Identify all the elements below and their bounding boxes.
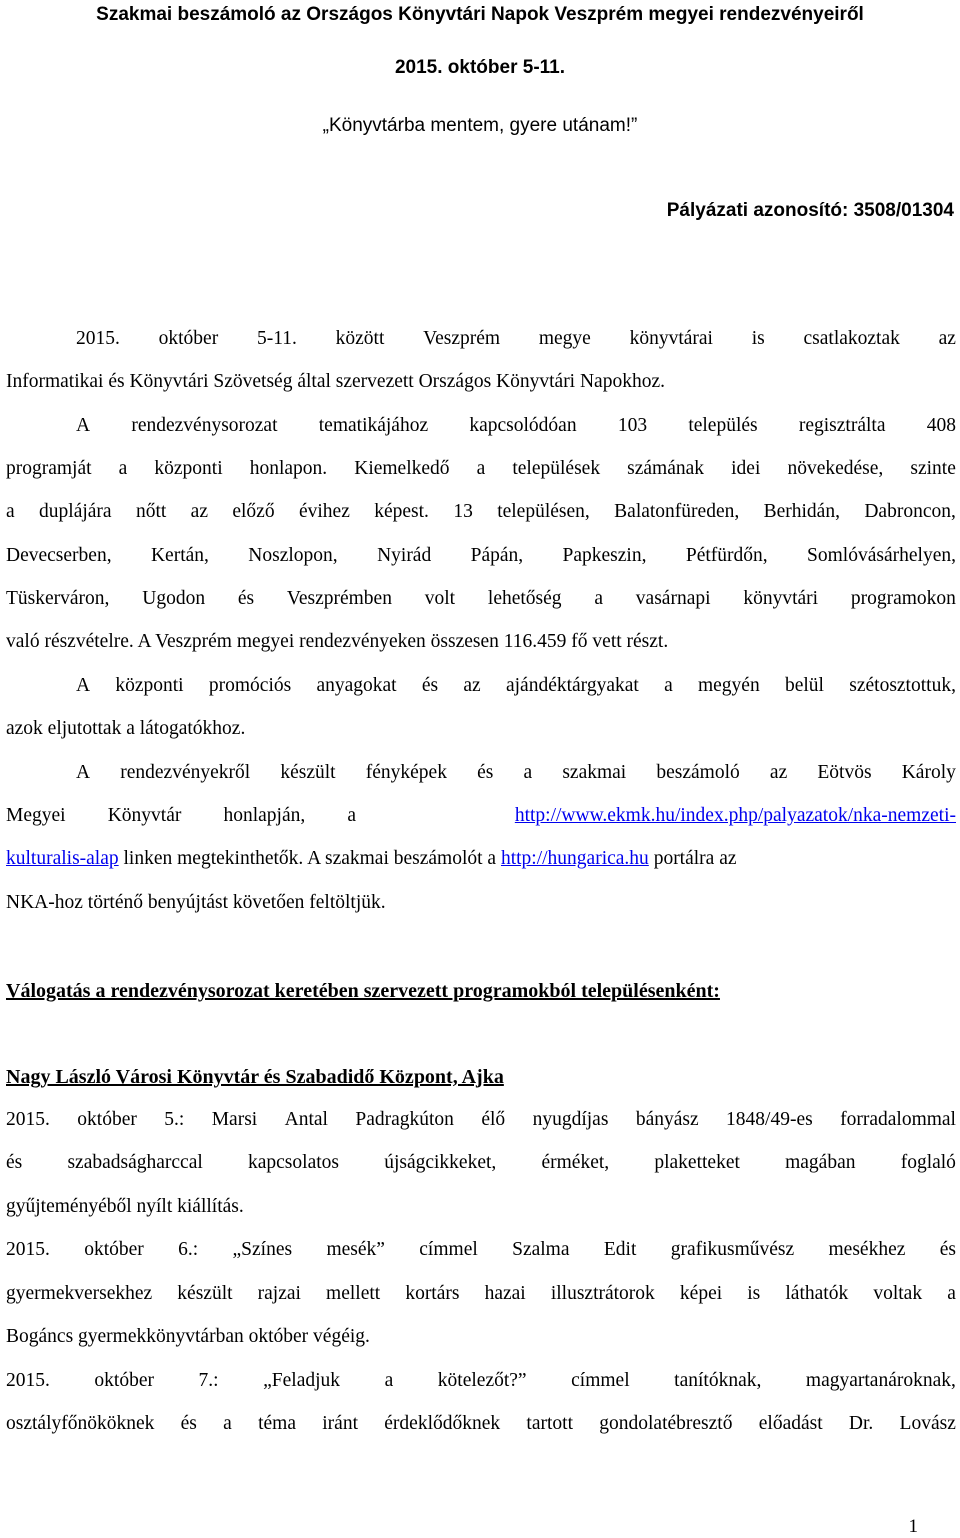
word: láthatók (785, 1283, 849, 1304)
word: voltak (873, 1283, 923, 1304)
grant-id: Pályázati azonosító: 3508/01304 (666, 200, 954, 221)
word: a (523, 762, 533, 783)
event-dates: 2015. október 5-11. (394, 57, 566, 78)
word: 408 (926, 415, 956, 436)
word: könyvtárai (629, 328, 713, 349)
word: A (76, 762, 91, 783)
event-2-line-2 (6, 1283, 956, 1305)
word: a (384, 1370, 394, 1391)
word: 7.: (198, 1370, 219, 1391)
word: október (77, 1109, 137, 1130)
word: képest. (374, 501, 429, 522)
event-1-line-2 (6, 1152, 956, 1174)
intro-line-11 (76, 762, 956, 784)
word: plaketteket (654, 1152, 740, 1173)
word: 13 (453, 501, 473, 522)
word: mellett (326, 1283, 381, 1304)
intro-line-12 (6, 805, 956, 827)
word: téma (258, 1413, 296, 1434)
intro-line-5 (6, 501, 956, 523)
intro-line-1 (76, 328, 956, 350)
word: Noszlopon, (248, 545, 338, 566)
intro-line-7 (6, 588, 956, 610)
intro-line-4 (6, 458, 956, 480)
intro-line-13-end: portálra az (648, 848, 737, 869)
event-3-line-2 (6, 1413, 956, 1435)
word: Ugodon (142, 588, 206, 609)
word: osztályfőnököknek (6, 1413, 155, 1434)
word: rajzai (257, 1283, 301, 1304)
word: rendezvényekről (120, 762, 251, 783)
word: Károly (901, 762, 956, 783)
word: készült (177, 1283, 233, 1304)
event-1-line-3: gyűjteményéből nyílt kiállítás. (6, 1196, 244, 1217)
word: és (421, 675, 439, 696)
word: Dabroncon, (864, 501, 956, 522)
word: programokon (850, 588, 956, 609)
library-heading: Nagy László Városi Könyvtár és Szabadidő Központ, Ajka (6, 1066, 504, 1088)
word: évihez (298, 501, 350, 522)
word: tanítóknak, (674, 1370, 762, 1391)
word: Eötvös (817, 762, 872, 783)
word: Edit (603, 1239, 637, 1260)
word: szinte (910, 458, 956, 479)
word: a (664, 675, 673, 696)
word: Berhidán, (763, 501, 840, 522)
section-heading: Válogatás a rendezvénysorozat keretében szervezett programokból településenként: (6, 980, 720, 1002)
word: központi (115, 675, 184, 696)
page-number: 1 (908, 1516, 918, 1537)
word: a (6, 501, 15, 522)
word: az (769, 762, 788, 783)
word: Veszprém (423, 328, 501, 349)
word: készült (280, 762, 336, 783)
word: és (237, 588, 255, 609)
word: megye (538, 328, 591, 349)
word: Marsi (211, 1109, 258, 1130)
word: is (747, 1283, 761, 1304)
word: foglaló (900, 1152, 956, 1173)
word: magában (785, 1152, 856, 1173)
word: október (158, 328, 219, 349)
word: Megyei (6, 805, 66, 826)
word: programját (6, 458, 92, 479)
event-2-line-1 (6, 1239, 956, 1261)
event-1-line-1 (6, 1109, 956, 1131)
word: előző (232, 501, 275, 522)
word: Szalma (512, 1239, 570, 1260)
intro-line-3 (76, 415, 956, 437)
word: előadást (758, 1413, 823, 1434)
word: magyartanároknak, (805, 1370, 956, 1391)
word: Könyvtár (107, 805, 182, 826)
word: újságcikkeket, (384, 1152, 497, 1173)
word: Padragkúton (355, 1109, 454, 1130)
word: Dr. (848, 1413, 874, 1434)
word: Kertán, (150, 545, 209, 566)
word: tematikájához (318, 415, 429, 436)
intro-line-13 (6, 848, 737, 870)
word: október (94, 1370, 154, 1391)
word: Pápán, (470, 545, 524, 566)
word: 2015. (6, 1370, 50, 1391)
motto: „Könyvtárba mentem, gyere utánam!” (322, 115, 638, 136)
word: nőtt (135, 501, 167, 522)
word: duplájára (39, 501, 112, 522)
word: település (688, 415, 758, 436)
word: 6.: (178, 1239, 199, 1260)
word: címmel (571, 1370, 630, 1391)
intro-line-12-words (6, 805, 356, 827)
word: kortárs (405, 1283, 460, 1304)
word: Balatonfüreden, (614, 501, 740, 522)
intro-line-14: NKA-hoz történő benyújtást követően feltöltjük. (6, 892, 386, 913)
word: szabadságharccal (67, 1152, 203, 1173)
word: kötelezőt?” (437, 1370, 527, 1391)
word: Somlóvásárhelyen, (807, 545, 956, 566)
word: bányász (635, 1109, 699, 1130)
word: Lovász (899, 1413, 956, 1434)
word: mesékhez (828, 1239, 906, 1260)
word: grafikusművész (670, 1239, 795, 1260)
word: Devecserben, (6, 545, 112, 566)
word: gyermekversekhez (6, 1283, 153, 1304)
word: A (76, 415, 91, 436)
intro-line-2: Informatikai és Könyvtári Szövetség által szervezett Országos Könyvtári Napokhoz. (6, 371, 665, 392)
word: az (190, 501, 208, 522)
word: A (76, 675, 91, 696)
word: és (939, 1239, 956, 1260)
word: lehetőség (487, 588, 562, 609)
word: megyén (697, 675, 760, 696)
word: a (118, 458, 128, 479)
word: Veszprémben (286, 588, 392, 609)
hungarica-link[interactable]: http://hungarica.hu (500, 848, 649, 869)
word: mesék” (326, 1239, 385, 1260)
word: „Színes (232, 1239, 293, 1260)
word: „Feladjuk (263, 1370, 341, 1391)
report-link-part1[interactable]: http://www.ekmk.hu/index.php/palyazatok/nka-nemzeti- (514, 805, 956, 826)
word: 2015. (6, 1109, 50, 1130)
word: és (6, 1152, 23, 1173)
word: Pétfürdőn, (685, 545, 768, 566)
word: a (594, 588, 603, 609)
word: rendezvénysorozat (131, 415, 278, 436)
intro-line-6 (6, 545, 956, 567)
word: belül (784, 675, 824, 696)
word: beszámoló (656, 762, 740, 783)
word: a (947, 1283, 956, 1304)
word: az (463, 675, 481, 696)
word: Tüskerváron, (6, 588, 110, 609)
word: honlapon. (249, 458, 328, 479)
word: tartott (526, 1413, 573, 1434)
word: Antal (284, 1109, 328, 1130)
word: 103 (617, 415, 648, 436)
word: 2015. (6, 1239, 50, 1260)
word: érdeklődőknek (384, 1413, 501, 1434)
word: kapcsolódóan (469, 415, 577, 436)
word: is (751, 328, 765, 349)
word: településen, (497, 501, 590, 522)
word: 5-11. (256, 328, 297, 349)
intro-line-10: azok eljutottak a látogatókhoz. (6, 718, 246, 739)
word: ajándéktárgyakat (505, 675, 639, 696)
word: idei (731, 458, 761, 479)
word: növekedése, (787, 458, 884, 479)
word: számának (627, 458, 705, 479)
intro-line-8: való részvételre. A Veszprém megyei rendezvényeken összesen 116.459 fő vett részt. (6, 631, 669, 652)
word: kapcsolatos (248, 1152, 339, 1173)
report-link-part2[interactable]: kulturalis-alap (6, 848, 119, 869)
word: a (347, 805, 356, 826)
word: hazai (484, 1283, 526, 1304)
word: könyvtári (743, 588, 819, 609)
word: képei (679, 1283, 723, 1304)
word: élő (481, 1109, 506, 1130)
word: és (180, 1413, 197, 1434)
word: érméket, (541, 1152, 610, 1173)
word: volt (424, 588, 456, 609)
word: október (84, 1239, 144, 1260)
word: honlapján, (223, 805, 306, 826)
word: települések (512, 458, 601, 479)
intro-line-9 (76, 675, 956, 697)
word: az (938, 328, 956, 349)
word: nyugdíjas (532, 1109, 609, 1130)
word: szakmai (562, 762, 627, 783)
word: promóciós (208, 675, 292, 696)
word: illusztrátorok (550, 1283, 655, 1304)
word: a (476, 458, 486, 479)
word: Nyirád (377, 545, 432, 566)
word: címmel (419, 1239, 478, 1260)
word: Kiemelkedő (354, 458, 450, 479)
word: és (477, 762, 494, 783)
intro-line-13-mid: linken megtekinthetők. A szakmai beszámolót a (118, 848, 501, 869)
word: iránt (322, 1413, 358, 1434)
word: anyagokat (316, 675, 397, 696)
word: forradalommal (840, 1109, 956, 1130)
word: csatlakoztak (803, 328, 900, 349)
word: vasárnapi (635, 588, 711, 609)
event-2-line-3: Bogáncs gyermekkönyvtárban október végéig. (6, 1326, 370, 1347)
word: a (223, 1413, 232, 1434)
word: között (335, 328, 385, 349)
word: gondolatébresztő (599, 1413, 733, 1434)
document-title: Szakmai beszámoló az Országos Könyvtári Napok Veszprém megyei rendezvényeiről (96, 4, 864, 25)
event-3-line-1 (6, 1370, 956, 1392)
word: fényképek (365, 762, 447, 783)
word: 1848/49-es (726, 1109, 813, 1130)
word: központi (154, 458, 223, 479)
word: regisztrálta (798, 415, 886, 436)
word: Papkeszin, (562, 545, 647, 566)
word: 5.: (164, 1109, 185, 1130)
word: 2015. (76, 328, 120, 349)
word: szétosztottuk, (849, 675, 956, 696)
